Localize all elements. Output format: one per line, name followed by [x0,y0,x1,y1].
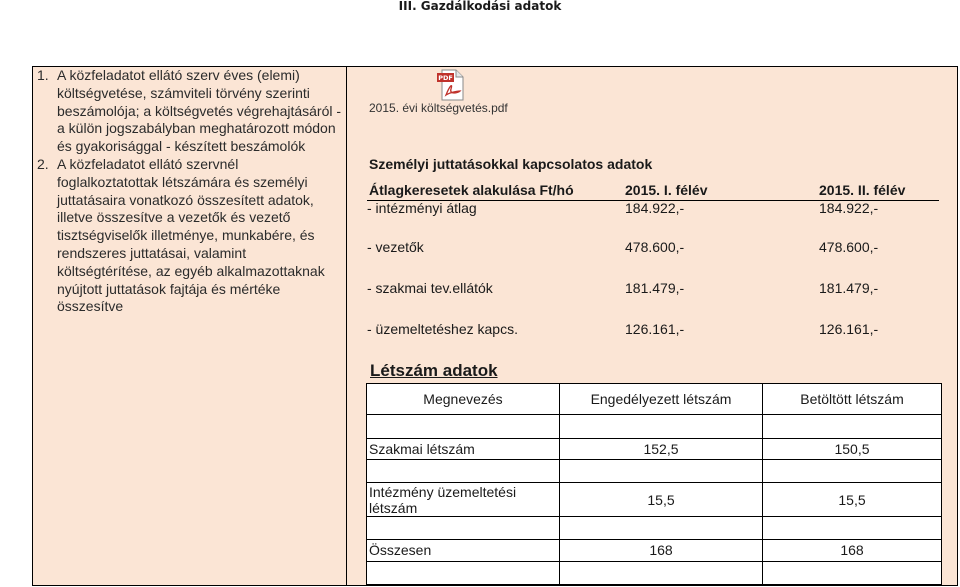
wage-row-label: - szakmai tev.ellátók [367,280,493,296]
avg-wage-header-label: Átlagkeresetek alakulása Ft/hó [369,182,574,198]
personal-section-title: Személyi juttatásokkal kapcsolatos adatok [369,156,653,172]
left-description-panel [33,67,347,585]
table-spacer-row [367,561,942,584]
row-allowed: 152,5 [560,438,763,459]
wage-row-label: - intézményi átlag [367,200,477,216]
data-table [32,66,958,586]
avg-wage-header-h1: 2015. I. félév [625,182,708,198]
table-row [367,438,942,459]
avg-wage-header-h2: 2015. II. félév [819,182,906,198]
page-title: III. Gazdálkodási adatok [398,0,562,13]
wage-row-h1: 478.600,- [625,239,685,255]
row-allowed: 15,5 [560,483,763,517]
row-name: Intézmény üzemeltetési létszám [367,483,560,517]
wage-row-h1: 181.479,- [625,280,685,296]
headcount-header-row [367,384,942,415]
wage-row-h2: 478.600,- [819,239,879,255]
row-allowed: 168 [560,540,763,561]
table-row [367,540,942,561]
row-filled: 15,5 [763,483,942,517]
left-item-1 [37,67,343,156]
row-filled: 168 [763,540,942,561]
left-item-text: A közfeladatot ellátó szerv éves (elemi) költségvetése, számviteli törvény szerinti beszámolója; a költségvetés végrehajtásáról - a külön jogszabályban meghatározott módon és gyakorisággal - készített beszámolók [57,67,342,155]
column-header: Betöltött létszám [763,384,942,415]
row-name: Összesen [367,540,560,561]
wage-row-h1: 184.922,- [625,200,685,216]
table-spacer-row [367,516,942,539]
left-item-number: 1. [37,67,49,83]
table-spacer-row [367,415,942,438]
pdf-filename-link[interactable]: 2015. évi költségvetés.pdf [369,101,508,115]
wage-row-h2: 181.479,- [819,280,879,296]
row-filled: 150,5 [763,438,942,459]
table-spacer-row [367,460,942,483]
wage-row-label: - vezetők [367,239,424,255]
wage-row-h1: 126.161,- [625,321,685,337]
left-item-number: 2. [37,156,49,172]
column-header: Engedélyezett létszám [560,384,763,415]
row-name: Szakmai létszám [367,438,560,459]
headcount-table [366,383,942,585]
wage-row-h2: 184.922,- [819,200,879,216]
left-item-text: A közfeladatot ellátó szervnél foglalkoztatottak létszámára és személyi juttatásaira vonatkozó összesített adatok, illetve összesítve a vezetők és vezető tisztségviselők illetménye, munkabére, és rendszeres juttatásai, valamint költségtérítése, az egyéb alkalmazottaknak nyújtott juttatások fajtája és mértéke összesítve [57,156,325,315]
right-data-panel [347,67,957,585]
table-row [367,483,942,517]
left-item-2 [37,156,343,316]
pdf-file-icon[interactable] [436,69,466,101]
pdf-icon-label: PDF [438,74,453,82]
wage-row-label: - üzemeltetéshez kapcs. [367,321,518,337]
headcount-section-title: Létszám adatok [370,361,498,380]
wage-row-h2: 126.161,- [819,321,879,337]
column-header: Megnevezés [367,384,560,415]
